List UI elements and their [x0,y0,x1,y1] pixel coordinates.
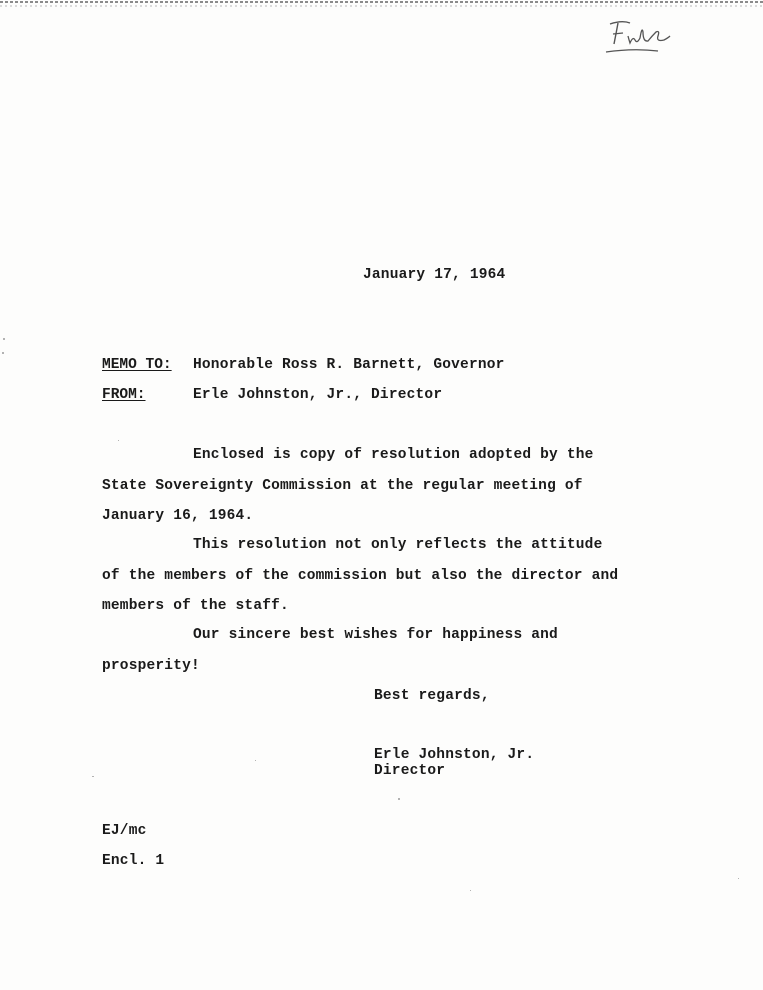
memo-date: January 17, 1964 [363,267,506,283]
scan-speck [92,776,94,777]
perforated-top-edge [0,0,763,8]
from-label: FROM: [102,387,146,403]
from-sender: Erle Johnston, Jr., Director [193,387,443,403]
typist-initials: EJ/mc [102,823,147,839]
scan-speck [398,798,400,800]
body-paragraph-2-line-1: This resolution not only reflects the attitude [193,537,603,553]
body-paragraph-2-line-3: members of the staff. [102,598,289,614]
enclosure-note: Encl. 1 [102,853,165,869]
memo-to-label: MEMO TO: [102,357,172,373]
scan-speck [118,440,119,441]
scan-speck [255,760,256,761]
memo-to-recipient: Honorable Ross R. Barnett, Governor [193,357,505,373]
scan-speck [738,878,739,879]
body-paragraph-1-line-3: January 16, 1964. [102,508,254,524]
handwritten-file-note [604,14,684,60]
scan-speck [470,890,471,891]
signer-name: Erle Johnston, Jr. [374,747,535,763]
body-paragraph-2-line-2: of the members of the commission but also the director and [102,568,619,584]
closing-salutation: Best regards, [374,688,490,704]
body-paragraph-3-line-2: prosperity! [102,658,200,674]
scan-speck [2,352,4,354]
body-paragraph-1-line-2: State Sovereignty Commission at the regular meeting of [102,478,583,494]
body-paragraph-3-line-1: Our sincere best wishes for happiness and [193,627,558,643]
signer-title: Director [374,763,446,779]
body-paragraph-1-line-1: Enclosed is copy of resolution adopted by the [193,447,594,463]
scan-speck [3,338,5,340]
